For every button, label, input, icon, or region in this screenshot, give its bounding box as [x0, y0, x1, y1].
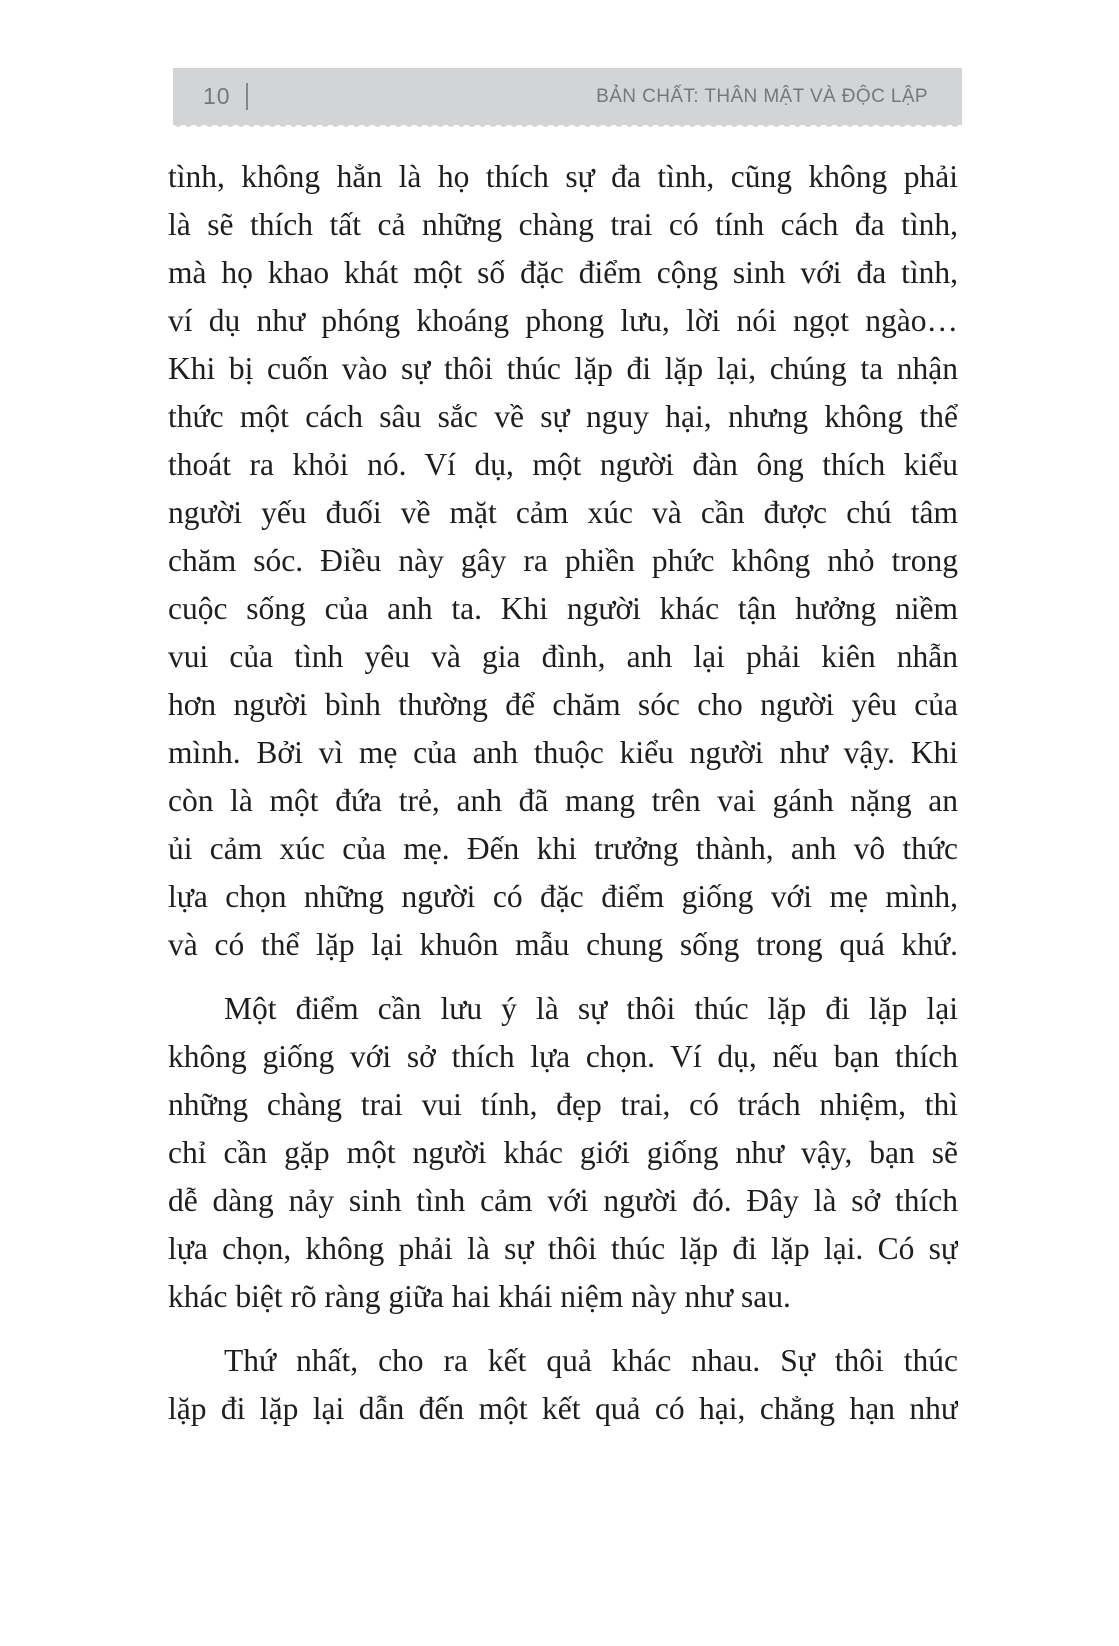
- text-line: lựa chọn, không phải là sự thôi thúc lặp đi lặp lại. Có sự: [168, 1231, 958, 1266]
- text-line: tình, không hẳn là họ thích sự đa tình, cũng không phải: [168, 159, 958, 194]
- paragraph: [168, 153, 958, 969]
- header-separator: [246, 83, 248, 110]
- running-title: BẢN CHẤT: THÂN MẬT VÀ ĐỘC LẬP: [596, 85, 928, 107]
- header-left-group: [203, 83, 248, 110]
- text-line: ủi cảm xúc của mẹ. Đến khi trưởng thành, anh vô thức: [168, 831, 958, 866]
- body-text: [168, 153, 958, 1449]
- text-line: chỉ cần gặp một người khác giới giống như vậy, bạn sẽ: [168, 1135, 958, 1170]
- text-line: Một điểm cần lưu ý là sự thôi thúc lặp đi lặp lại: [224, 991, 958, 1026]
- text-line: là sẽ thích tất cả những chàng trai có tính cách đa tình,: [168, 207, 958, 242]
- text-line: cuộc sống của anh ta. Khi người khác tận hưởng niềm: [168, 591, 958, 626]
- text-line: Thứ nhất, cho ra kết quả khác nhau. Sự thôi thúc: [224, 1343, 958, 1378]
- text-line: và có thể lặp lại khuôn mẫu chung sống trong quá khứ.: [168, 927, 958, 962]
- text-line: hơn người bình thường để chăm sóc cho người yêu của: [168, 687, 958, 722]
- text-line: thức một cách sâu sắc về sự nguy hại, nhưng không thể: [168, 399, 958, 434]
- text-line: dễ dàng nảy sinh tình cảm với người đó. Đây là sở thích: [168, 1183, 958, 1218]
- text-line: ví dụ như phóng khoáng phong lưu, lời nói ngọt ngào…: [168, 303, 958, 338]
- page-header-bar: [173, 68, 962, 125]
- text-line: lặp đi lặp lại dẫn đến một kết quả có hại, chẳng hạn như: [168, 1391, 958, 1426]
- paragraph: [168, 1337, 958, 1433]
- text-line: còn là một đứa trẻ, anh đã mang trên vai gánh nặng an: [168, 783, 958, 818]
- page-number: 10: [203, 83, 231, 109]
- text-line: mình. Bởi vì mẹ của anh thuộc kiểu người như vậy. Khi: [168, 735, 958, 770]
- text-line: chăm sóc. Điều này gây ra phiền phức không nhỏ trong: [168, 543, 958, 578]
- text-line: Khi bị cuốn vào sự thôi thúc lặp đi lặp lại, chúng ta nhận: [168, 351, 958, 386]
- paragraph: [168, 985, 958, 1321]
- text-line: những chàng trai vui tính, đẹp trai, có trách nhiệm, thì: [168, 1087, 958, 1122]
- text-line: không giống với sở thích lựa chọn. Ví dụ, nếu bạn thích: [168, 1039, 958, 1074]
- text-line: mà họ khao khát một số đặc điểm cộng sinh với đa tình,: [168, 255, 958, 290]
- text-line: người yếu đuối về mặt cảm xúc và cần được chú tâm: [168, 495, 958, 530]
- text-line: thoát ra khỏi nó. Ví dụ, một người đàn ông thích kiểu: [168, 447, 958, 482]
- text-line: khác biệt rõ ràng giữa hai khái niệm này như sau.: [168, 1279, 791, 1314]
- text-line: lựa chọn những người có đặc điểm giống với mẹ mình,: [168, 879, 958, 914]
- text-line: vui của tình yêu và gia đình, anh lại phải kiên nhẫn: [168, 639, 958, 674]
